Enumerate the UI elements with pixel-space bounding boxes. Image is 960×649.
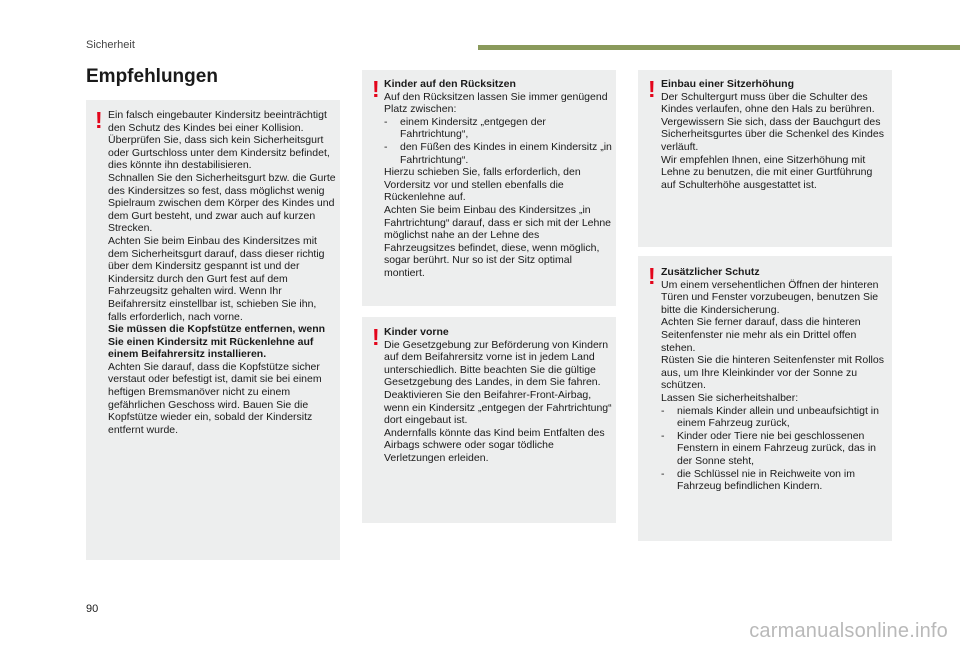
- warning-icon: !: [648, 76, 656, 102]
- bullet-list: [384, 116, 612, 166]
- warning-icon: !: [648, 263, 656, 289]
- box-heading: Einbau einer Sitzerhöhung: [661, 78, 795, 90]
- warning-box-text: [661, 266, 889, 493]
- paragraph: Lassen Sie sicherheitshalber:: [661, 391, 799, 404]
- warning-box-additional-protection: [638, 256, 892, 541]
- list-item: - einem Kindersitz „entgegen der Fahrtrichtung“,: [384, 116, 612, 141]
- box-heading: Kinder auf den Rücksitzen: [384, 78, 516, 90]
- paragraph: Deaktivieren Sie den Beifahrer-Front-Airbag, wenn ein Kindersitz „entgegen der Fahrtrichtung“ dort eingebaut ist.: [384, 388, 612, 427]
- warning-box-text: [384, 326, 612, 465]
- warning-icon: !: [372, 324, 380, 350]
- paragraph: Auf den Rücksitzen lassen Sie immer genügend Platz zwischen:: [384, 90, 608, 116]
- warning-icon: !: [95, 107, 103, 133]
- paragraph: Der Schultergurt muss über die Schulter des Kindes verlaufen, ohne den Hals zu berühren.: [661, 90, 875, 116]
- paragraph: Vergewissern Sie sich, dass der Bauchgurt des Sicherheitsgurtes über die Schenkel des Kindes verläuft.: [661, 115, 884, 153]
- list-item: - niemals Kinder allein und unbeaufsichtigt in einem Fahrzeug zurück,: [661, 405, 889, 430]
- paragraph: Wir empfehlen Ihnen, eine Sitzerhöhung mit Lehne zu benutzen, die mit einer Gurtführung auf Schulterhöhe ausgestattet ist.: [661, 153, 873, 191]
- warning-box-installation: [86, 100, 340, 560]
- paragraph: Achten Sie darauf, dass die Kopfstütze sicher verstaut oder befestigt ist, damit sie bei einem heftigen Bremsmanöver nicht zu einem gefährlichen Geschoss wird. Bauen Sie die Kopfstütze wieder ein, sobald der Kindersitz entfernt wurde.: [108, 360, 322, 436]
- paragraph: Schnallen Sie den Sicherheitsgurt bzw. die Gurte des Kindersitzes so fest, dass möglichst wenig Spielraum zwischen dem Körper des Kindes und dem Gurt besteht, und zwar auch auf kurzen Strecken.: [108, 171, 336, 235]
- header-accent-bar: [478, 45, 960, 50]
- paragraph: Rüsten Sie die hinteren Seitenfenster mit Rollos aus, um Ihre Kleinkinder vor der Sonne zu schützen.: [661, 354, 884, 392]
- warning-box-front-seat: [362, 317, 616, 523]
- warning-box-rear-seats: [362, 70, 616, 306]
- paragraph: Die Gesetzgebung zur Beförderung von Kindern auf dem Beifahrersitz vorne ist in jedem Land unterschiedlich. Bitte beachten Sie die gültige Gesetzgebung des Landes, in dem Sie fahren.: [384, 338, 609, 389]
- bold-paragraph: Sie müssen die Kopfstütze entfernen, wenn Sie einen Kindersitz mit Rückenlehne auf einem Beifahrersitz installieren.: [108, 323, 326, 361]
- warning-icon: !: [372, 76, 380, 102]
- list-item: - den Füßen des Kindes in einem Kindersitz „in Fahrtrichtung“.: [384, 141, 612, 166]
- paragraph: Achten Sie ferner darauf, dass die hinteren Seitenfenster nie mehr als ein Drittel offen stehen.: [661, 316, 861, 354]
- box-heading: Kinder vorne: [384, 326, 449, 338]
- paragraph: Hierzu schieben Sie, falls erforderlich, den Vordersitz vor und stellen ebenfalls die Rückenlehne auf.: [384, 166, 581, 204]
- watermark: carmanualsonline.info: [749, 620, 948, 642]
- bullet-list: [661, 405, 889, 493]
- paragraph: Achten Sie beim Einbau des Kindersitzes „in Fahrtrichtung“ darauf, dass er sich mit der Lehne möglichst nahe an der Lehne des Fahrzeugsitzes befindet, diese, wenn möglich, sogar berührt. Nur so ist der Sitz optimal montiert.: [384, 203, 612, 279]
- warning-box-text: [384, 78, 612, 280]
- paragraph: Andernfalls könnte das Kind beim Entfalten des Airbags schwere oder sogar tödliche Verletzungen erleiden.: [384, 426, 605, 464]
- section-label: Sicherheit: [86, 39, 135, 51]
- list-item: - Kinder oder Tiere nie bei geschlossenen Fenstern in einem Fahrzeug zurück, das in der Sonne steht,: [661, 430, 889, 468]
- paragraph: Um einem versehentlichen Öffnen der hinteren Türen und Fenster vorzubeugen, benutzen Sie bitte die Kindersicherung.: [661, 278, 879, 316]
- paragraph: Ein falsch eingebauter Kindersitz beeinträchtigt den Schutz des Kindes bei einer Kollision.: [108, 109, 327, 134]
- list-item: - die Schlüssel nie in Reichweite von im Fahrzeug befindlichen Kindern.: [661, 468, 889, 493]
- page-number: 90: [86, 603, 99, 615]
- paragraph: Achten Sie beim Einbau des Kindersitzes mit dem Sicherheitsgurt darauf, dass dieser richtig über dem Kindersitz gespannt ist und der Kindersitz durch den Gurt fest auf dem Fahrzeugsitz gehalten wird. Wenn Ihr Beifahrersitz einstellbar ist, schieben Sie ihn, falls erforderlich, nach vorne.: [108, 234, 325, 323]
- warning-box-text: [661, 78, 889, 191]
- box-heading: Zusätzlicher Schutz: [661, 266, 760, 278]
- page-title: Empfehlungen: [86, 66, 218, 87]
- warning-box-text: [108, 109, 336, 436]
- warning-box-booster-seat: [638, 70, 892, 247]
- paragraph: Überprüfen Sie, dass sich kein Sicherheitsgurt oder Gurtschloss unter dem Kindersitz befindet, dies könnte ihn destabilisieren.: [108, 134, 330, 172]
